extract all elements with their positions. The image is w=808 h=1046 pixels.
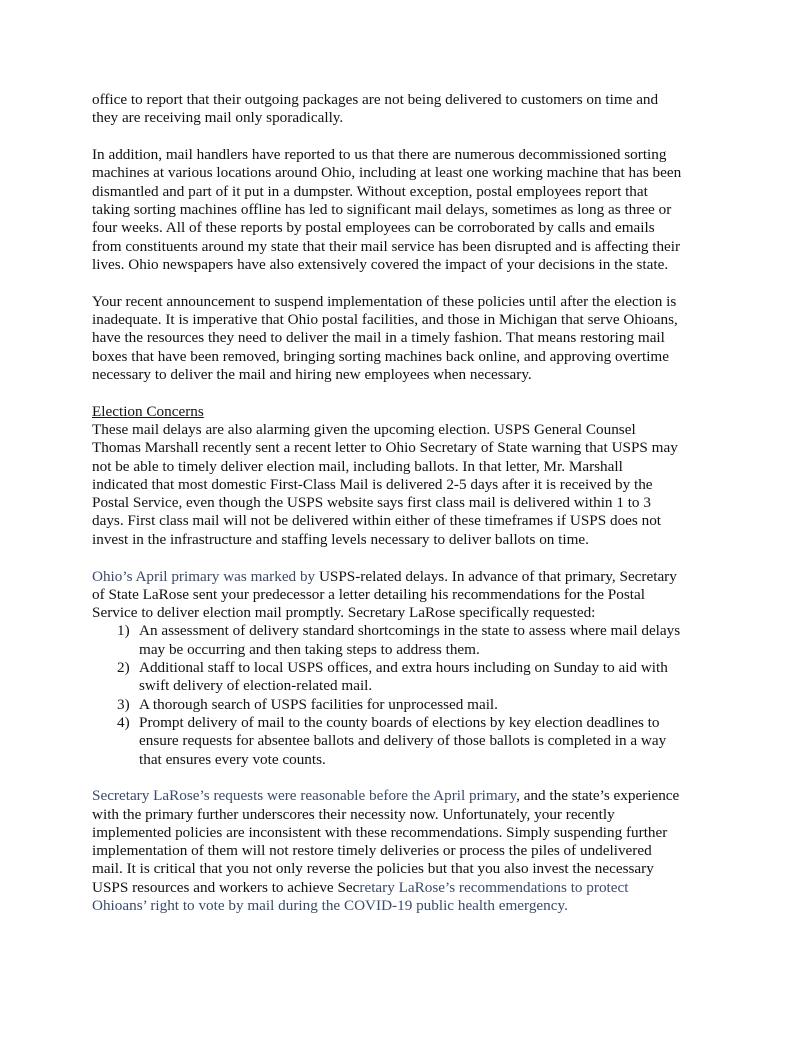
list-item [92, 622, 724, 659]
april-primary-lead: Ohio’s April primary was marked by [92, 567, 319, 585]
list-item [92, 714, 724, 769]
paragraph-april-primary [92, 568, 724, 623]
paragraph-packages: office to report that their outgoing packages are not being delivered to customers on time and they are receiving mail only sporadically. [92, 91, 659, 127]
april-primary-rest: USPS-related delays. In advance of that primary, Secretary of State LaRose sent your predecessor a letter detailing his recommendations for the Postal Service to deliver election mail promptly. Secretary LaRose specifically requested: [92, 567, 677, 622]
list-item-number: 1) [117, 622, 130, 640]
list-item-text: A thorough search of USPS facilities for unprocessed mail. [139, 695, 498, 713]
larose-requests-middle: , and the state’s experience with the primary further underscores their necessity now. Unfortunately, your recently implemented policies are inconsistent with these recommendations. Simply suspending further implementation of them will not restore timely deliveries or process the piles of undelivered mail. It is critical that you not only reverse the policies but that you also invest the necessary USPS resources and workers to achieve Sec [92, 787, 680, 896]
paragraph-sorting-machines: In addition, mail handlers have reported to us that there are numerous decommissioned sorting machines at various locations around Ohio, including at least one working machine that has been dismantled and part of it put in a dumpster. Without exception, postal employees report that taking sorting machines offline has led to significant mail delays, sometimes as long as three or four weeks. All of these reports by postal employees can be corroborated by calls and emails from constituents around my state that their mail service has been disrupted and is affecting their lives. Ohio newspapers have also extensively covered the impact of your decisions in the state. [92, 146, 682, 273]
list-item [92, 696, 724, 714]
list-item-number: 4) [117, 713, 130, 731]
list-item [92, 659, 724, 696]
list-item-text: An assessment of delivery standard shortcomings in the state to assess where mail delays may be occurring and then taking steps to address them. [139, 622, 681, 658]
list-item-number: 2) [117, 659, 130, 677]
paragraph-suspension-inadequate: Your recent announcement to suspend implementation of these policies until after the election is inadequate. It is imperative that Ohio postal facilities, and those in Michigan that serve Ohioans, have the resources they need to deliver the mail in a timely fashion. That means restoring mail boxes that have been removed, bringing sorting machines back online, and approving overtime necessary to deliver the mail and hiring new employees when necessary. [92, 292, 678, 383]
larose-requests-end: retary LaRose’s recommendations to protect Ohioans’ right to vote by mail during the COVID-19 public health emergency. [92, 878, 629, 915]
paragraph-election-delays: These mail delays are also alarming given the upcoming election. USPS General Counsel Thomas Marshall recently sent a recent letter to Ohio Secretary of State warning that USPS may not be able to timely deliver election mail, including ballots. In that letter, Mr. Marshall indicated that most domestic First-Class Mail is delivered 2-5 days after it is received by the Postal Service, even though the USPS website says first class mail is delivered within 1 to 3 days. First class mail will not be delivered within either of these timeframes if USPS does not invest in the infrastructure and staffing levels necessary to deliver ballots on time. [92, 420, 678, 548]
list-item-number: 3) [117, 695, 130, 713]
requests-list [92, 622, 724, 768]
larose-requests-lead: Secretary LaRose’s requests were reasonable before the April primary [92, 787, 517, 805]
list-item-text: Prompt delivery of mail to the county boards of elections by key election deadlines to ensure requests for absentee ballots and delivery of those ballots is completed in a way that ensures every vote counts. [139, 713, 667, 768]
letter-body [92, 91, 724, 934]
section-heading-election-concerns: Election Concerns [92, 402, 204, 420]
list-item-text: Additional staff to local USPS offices, and extra hours including on Sunday to aid with swift delivery of election-related mail. [139, 659, 668, 695]
paragraph-larose-requests [92, 787, 724, 915]
